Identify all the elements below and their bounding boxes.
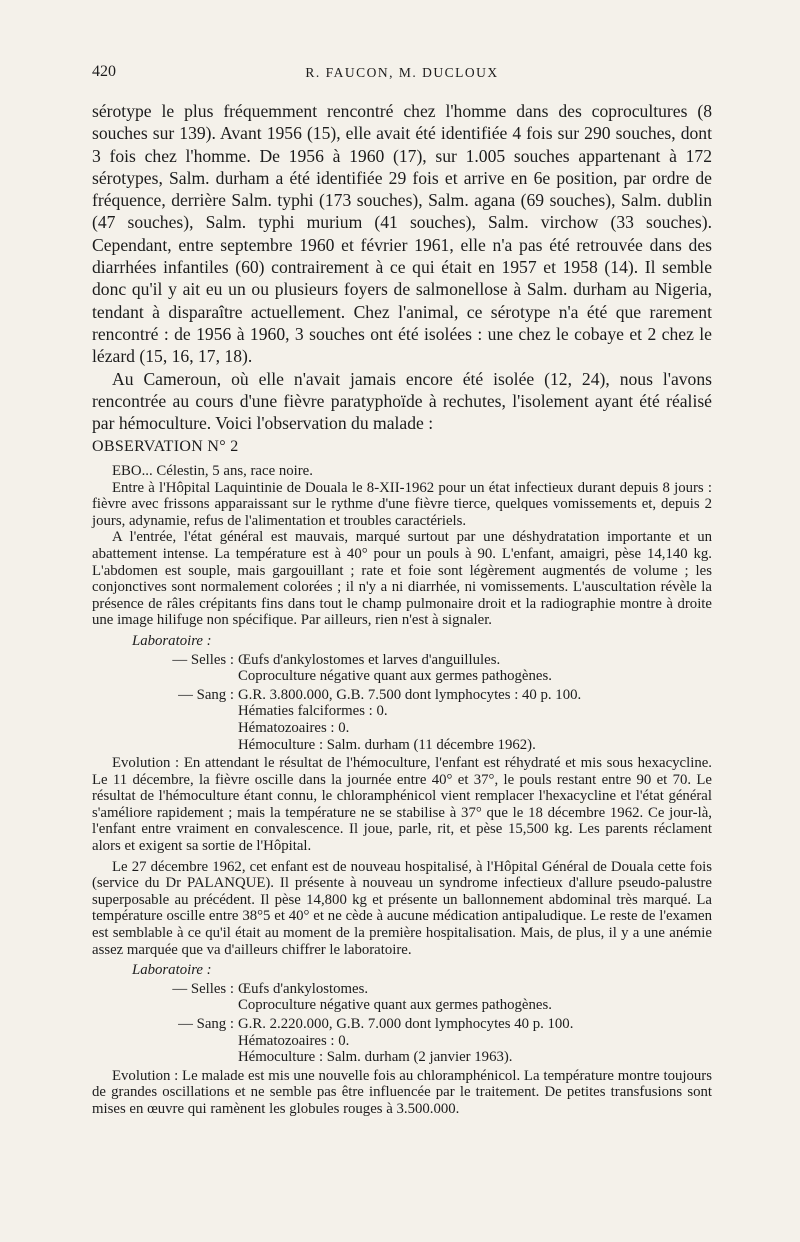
lab-heading: Laboratoire : bbox=[132, 632, 212, 649]
intro-text bbox=[92, 100, 712, 434]
lab-sang-row bbox=[92, 1016, 712, 1066]
lab-value: Coproculture négative quant aux germes pathogènes. bbox=[238, 668, 552, 685]
observation-paragraph: A l'entrée, l'état général est mauvais, marqué surtout par une déshydratation importante et un abattement intense. La température est à 40° pour un pouls à 90. L'enfant, amaigri, pèse 14,140 kg. L'abdomen est souple, mais gargouillant ; rate et foie sont légèrement augmentés de volume ; les conjonctives sont normalement colorées ; il n'y a ni diarrhée, ni vomissements. L'auscultation révèle la présence de râles crépitants fins dans tout le champ pulmonaire droit et la radiographie montre à droite une image hilifuge non spécifique. Par ailleurs, rien n'est à signaler. bbox=[92, 529, 712, 629]
observation-paragraph: Entre à l'Hôpital Laquintinie de Douala le 8-XII-1962 pour un état infectieux durant depuis 8 jours : fièvre avec frissons apparaissant sur le rythme d'une fièvre tierce, quelques vomissements et, depuis 2 jours, adynamie, refus de l'alimentation et troubles caractériels. bbox=[92, 479, 712, 529]
lab-value: Coproculture négative quant aux germes pathogènes. bbox=[238, 997, 552, 1014]
lab-selles-row bbox=[92, 981, 712, 1014]
lab-key: — Selles : bbox=[172, 651, 234, 668]
readmission-paragraph: Le 27 décembre 1962, cet enfant est de nouveau hospitalisé, à l'Hôpital Général de Douala cette fois (service du Dr PALANQUE). Il présente à nouveau un syndrome infectieux d'allure pseudo-palustre superposable au précédent. Il pèse 14,800 kg et présente un ballonnement abdominal très marqué. La température oscille entre 38°5 et 40° et ne cède à aucune médication antipaludique. Le reste de l'examen est semblable à ce qu'il était au moment de la première hospitalisation. Mais, de plus, il y a une anémie assez marquée que va d'ailleurs chiffrer le laboratoire. bbox=[92, 858, 712, 958]
lab-value: Œufs d'ankylostomes et larves d'anguillules. bbox=[238, 651, 501, 668]
lab-value: Œufs d'ankylostomes. bbox=[238, 980, 369, 997]
observation-title: OBSERVATION N° 2 bbox=[92, 438, 239, 455]
evolution-paragraph: Evolution : En attendant le résultat de l'hémoculture, l'enfant est réhydraté et mis sous hexacycline. Le 11 décembre, la fièvre oscille dans la journée entre 40° et 37°, le pouls restant entre 90 et 70. Le résultat de l'hémoculture étant connu, le chloramphénicol vient remplacer l'hexacycline et l'état général s'améliore rapidement ; mais la température ne se stabilise à 37° que le 18 décembre 1962. Ce jour-là, l'enfant entre vraiment en convalescence. Il joue, parle, rit, et pèse 15,500 kg. Les parents réclament alors et exigent sa sortie de l'Hôpital. bbox=[92, 755, 712, 855]
observation-body bbox=[92, 463, 712, 1118]
lab-value: G.R. 3.800.000, G.B. 7.500 dont lymphocytes : 40 p. 100. bbox=[238, 686, 582, 703]
patient-line: EBO... Célestin, 5 ans, race noire. bbox=[112, 463, 313, 479]
lab-value: Hémoculture : Salm. durham (11 décembre 1962). bbox=[238, 736, 536, 753]
lab-value: Hématies falciformes : 0. bbox=[238, 703, 388, 720]
running-head-authors: R. FAUCON, M. DUCLOUX bbox=[305, 65, 499, 80]
lab-value: Hématozoaires : 0. bbox=[238, 719, 350, 736]
lab-value: Hématozoaires : 0. bbox=[238, 1032, 350, 1049]
lab-value: Hémoculture : Salm. durham (2 janvier 1963). bbox=[238, 1049, 513, 1066]
page-number: 420 bbox=[92, 63, 116, 80]
intro-paragraph: sérotype le plus fréquemment rencontré chez l'homme dans des coprocultures (8 souches sur 139). Avant 1956 (15), elle avait été identifiée 4 fois sur 290 souches, dont 3 fois chez l'homme. De 1956 à 1960 (17), sur 1.005 souches appartenant à 172 sérotypes, Salm. durham a été identifiée 29 fois et arrive en 6e position, par ordre de fréquence, derrière Salm. typhi (173 souches), Salm. agana (69 souches), Salm. dublin (47 souches), Salm. typhi murium (41 souches), Salm. virchow (33 souches). Cependant, entre septembre 1960 et février 1961, elle n'a pas été retrouvée dans des diarrhées infantiles (60) contrairement à ce qui était en 1957 et 1958 (14). Il semble donc qu'il y ait eu un ou plusieurs foyers de salmonellose à Salm. durham au Nigeria, tendant à disparaître actuellement. Chez l'animal, ce sérotype n'a été que rarement rencontré : de 1956 à 1960, 3 souches ont été isolées : une chez le cobaye et 2 chez le lézard (15, 16, 17, 18). bbox=[92, 101, 712, 367]
lab-sang-row bbox=[92, 687, 712, 753]
evolution-paragraph: Evolution : Le malade est mis une nouvelle fois au chloramphénicol. La température montre toujours de grandes oscillations et ne semble pas être influencée par le traitement. De petites transfusions sont mises en œuvre qui ramènent les globules rouges à 3.500.000. bbox=[92, 1067, 712, 1117]
lab-value: G.R. 2.220.000, G.B. 7.000 dont lymphocytes 40 p. 100. bbox=[238, 1016, 574, 1032]
page-header bbox=[92, 63, 712, 87]
lab-key: — Sang : bbox=[178, 686, 234, 703]
lab-heading: Laboratoire : bbox=[132, 962, 212, 979]
intro-paragraph: Au Cameroun, où elle n'avait jamais encore été isolée (12, 24), nous l'avons rencontrée au cours d'une fièvre paratyphoïde à rechutes, l'isolement ayant été réalisé par hémoculture. Voici l'observation du malade : bbox=[92, 368, 712, 434]
lab-key: — Sang : bbox=[178, 1016, 234, 1032]
lab-key: — Selles : bbox=[172, 980, 234, 997]
lab-selles-row bbox=[92, 652, 712, 685]
